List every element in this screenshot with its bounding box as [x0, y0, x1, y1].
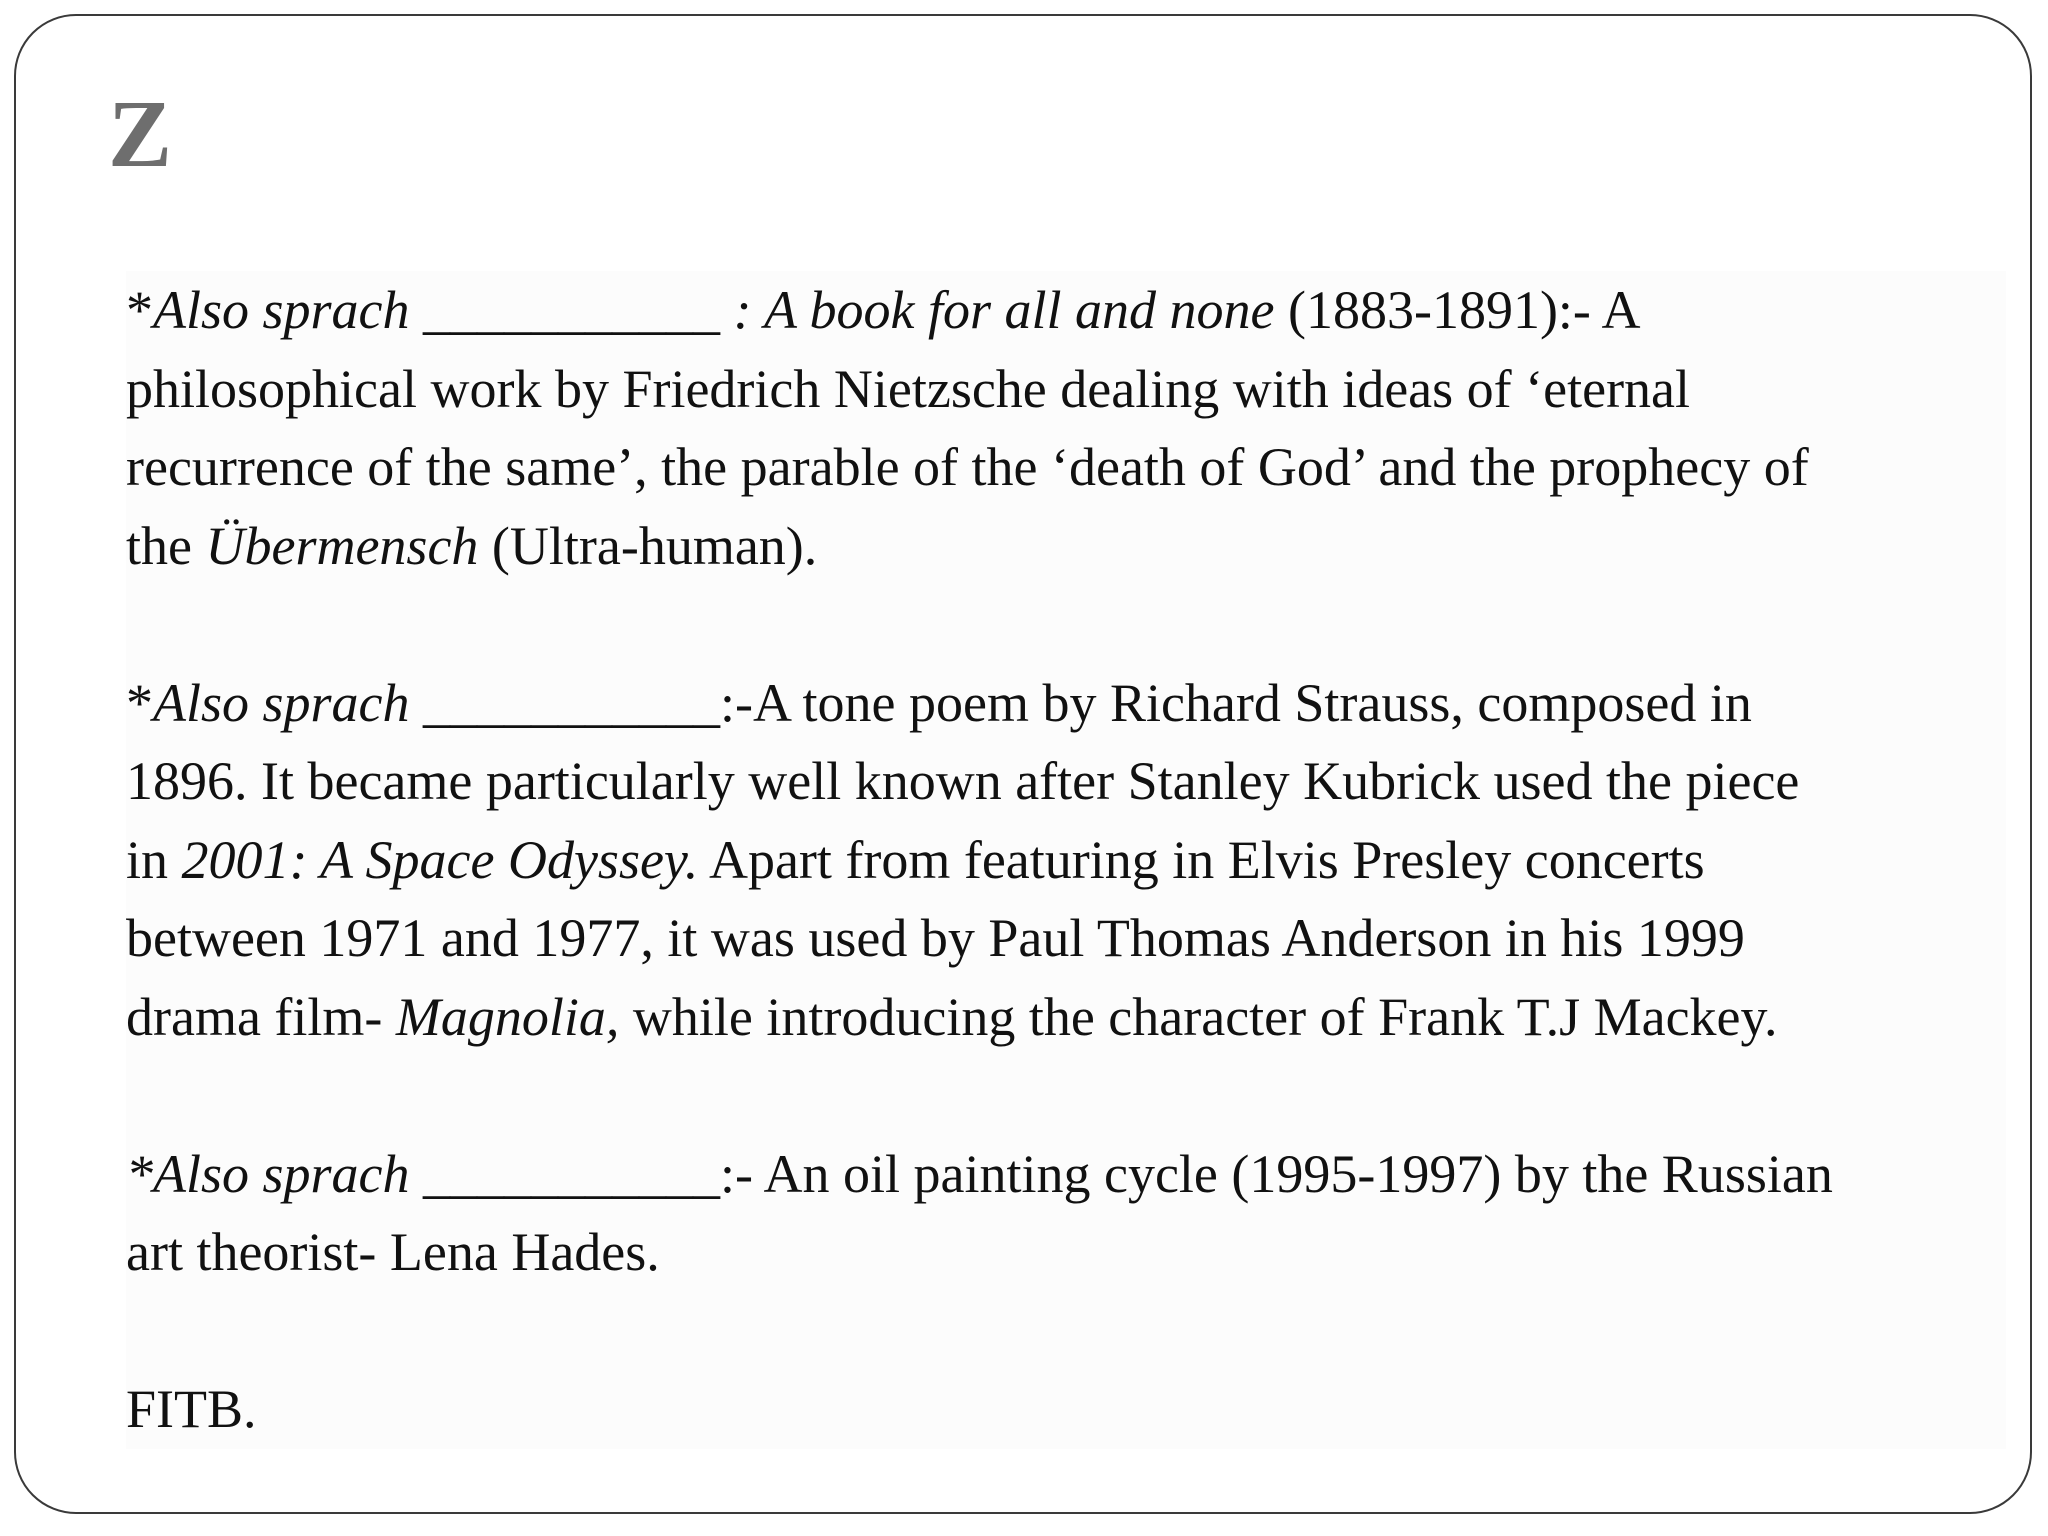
text-line — [126, 742, 2006, 821]
text-run: the — [126, 515, 206, 576]
text-line — [126, 507, 2006, 586]
text-run: ___________:- An oil painting cycle (1995-1997) by the Russian — [409, 1143, 1833, 1204]
text-run: art theorist- Lena Hades. — [126, 1222, 660, 1282]
italic-text-run: Also sprach — [153, 672, 410, 733]
paragraph-4 — [126, 1370, 2006, 1449]
paragraph-spacer — [126, 1292, 2006, 1371]
italic-text-run: Übermensch — [205, 515, 479, 576]
italic-text-run: 2001: A Space Odyssey. — [181, 829, 699, 890]
text-run: 1896. It became particularly well known after Stanley Kubrick used the piece — [126, 751, 1800, 811]
italic-text-run: : A book for all and none — [733, 280, 1275, 340]
text-run: while introducing the character of Frank T.J Mackey. — [619, 986, 1778, 1047]
slide-frame — [14, 14, 2032, 1514]
text-line — [126, 350, 2006, 429]
text-line — [126, 1370, 2006, 1449]
text-run: recurrence of the same’, the parable of the ‘death of God’ and the prophecy of — [126, 437, 1809, 497]
text-run: in — [126, 829, 182, 890]
italic-text-run: Also sprach — [153, 280, 410, 340]
paragraph-1 — [126, 271, 2006, 585]
slide-title: Z — [108, 80, 173, 187]
text-run: * — [126, 280, 153, 340]
text-run: Apart from featuring in Elvis Presley concerts — [698, 829, 1705, 890]
text-line — [126, 664, 2006, 743]
text-run: ___________:-A tone poem by Richard Strauss, composed in — [409, 672, 1752, 733]
text-line — [126, 821, 2006, 900]
text-line — [126, 1213, 2006, 1292]
paragraph-spacer — [126, 1056, 2006, 1135]
paragraph-spacer — [126, 585, 2006, 664]
text-run: * — [126, 672, 153, 733]
text-run: between 1971 and 1977, it was used by Paul Thomas Anderson in his 1999 — [126, 908, 1745, 968]
italic-text-run: *Also sprach — [126, 1143, 410, 1204]
paragraph-3 — [126, 1135, 2006, 1292]
paragraph-2 — [126, 664, 2006, 1057]
italic-text-run: Magnolia, — [395, 986, 620, 1047]
text-run: FITB. — [126, 1379, 257, 1439]
slide-body — [126, 271, 2006, 1449]
text-line — [126, 1135, 2006, 1214]
text-line — [126, 428, 2006, 507]
text-line — [126, 899, 2006, 978]
text-run: (Ultra-human). — [478, 515, 818, 576]
text-run: drama film- — [126, 986, 396, 1047]
text-run: philosophical work by Friedrich Nietzsche dealing with ideas of ‘eternal — [126, 358, 1691, 419]
text-run: (1883-1891):- A — [1274, 280, 1641, 340]
text-run: ___________ — [409, 280, 734, 340]
text-line — [126, 271, 2006, 350]
text-line — [126, 978, 2006, 1057]
